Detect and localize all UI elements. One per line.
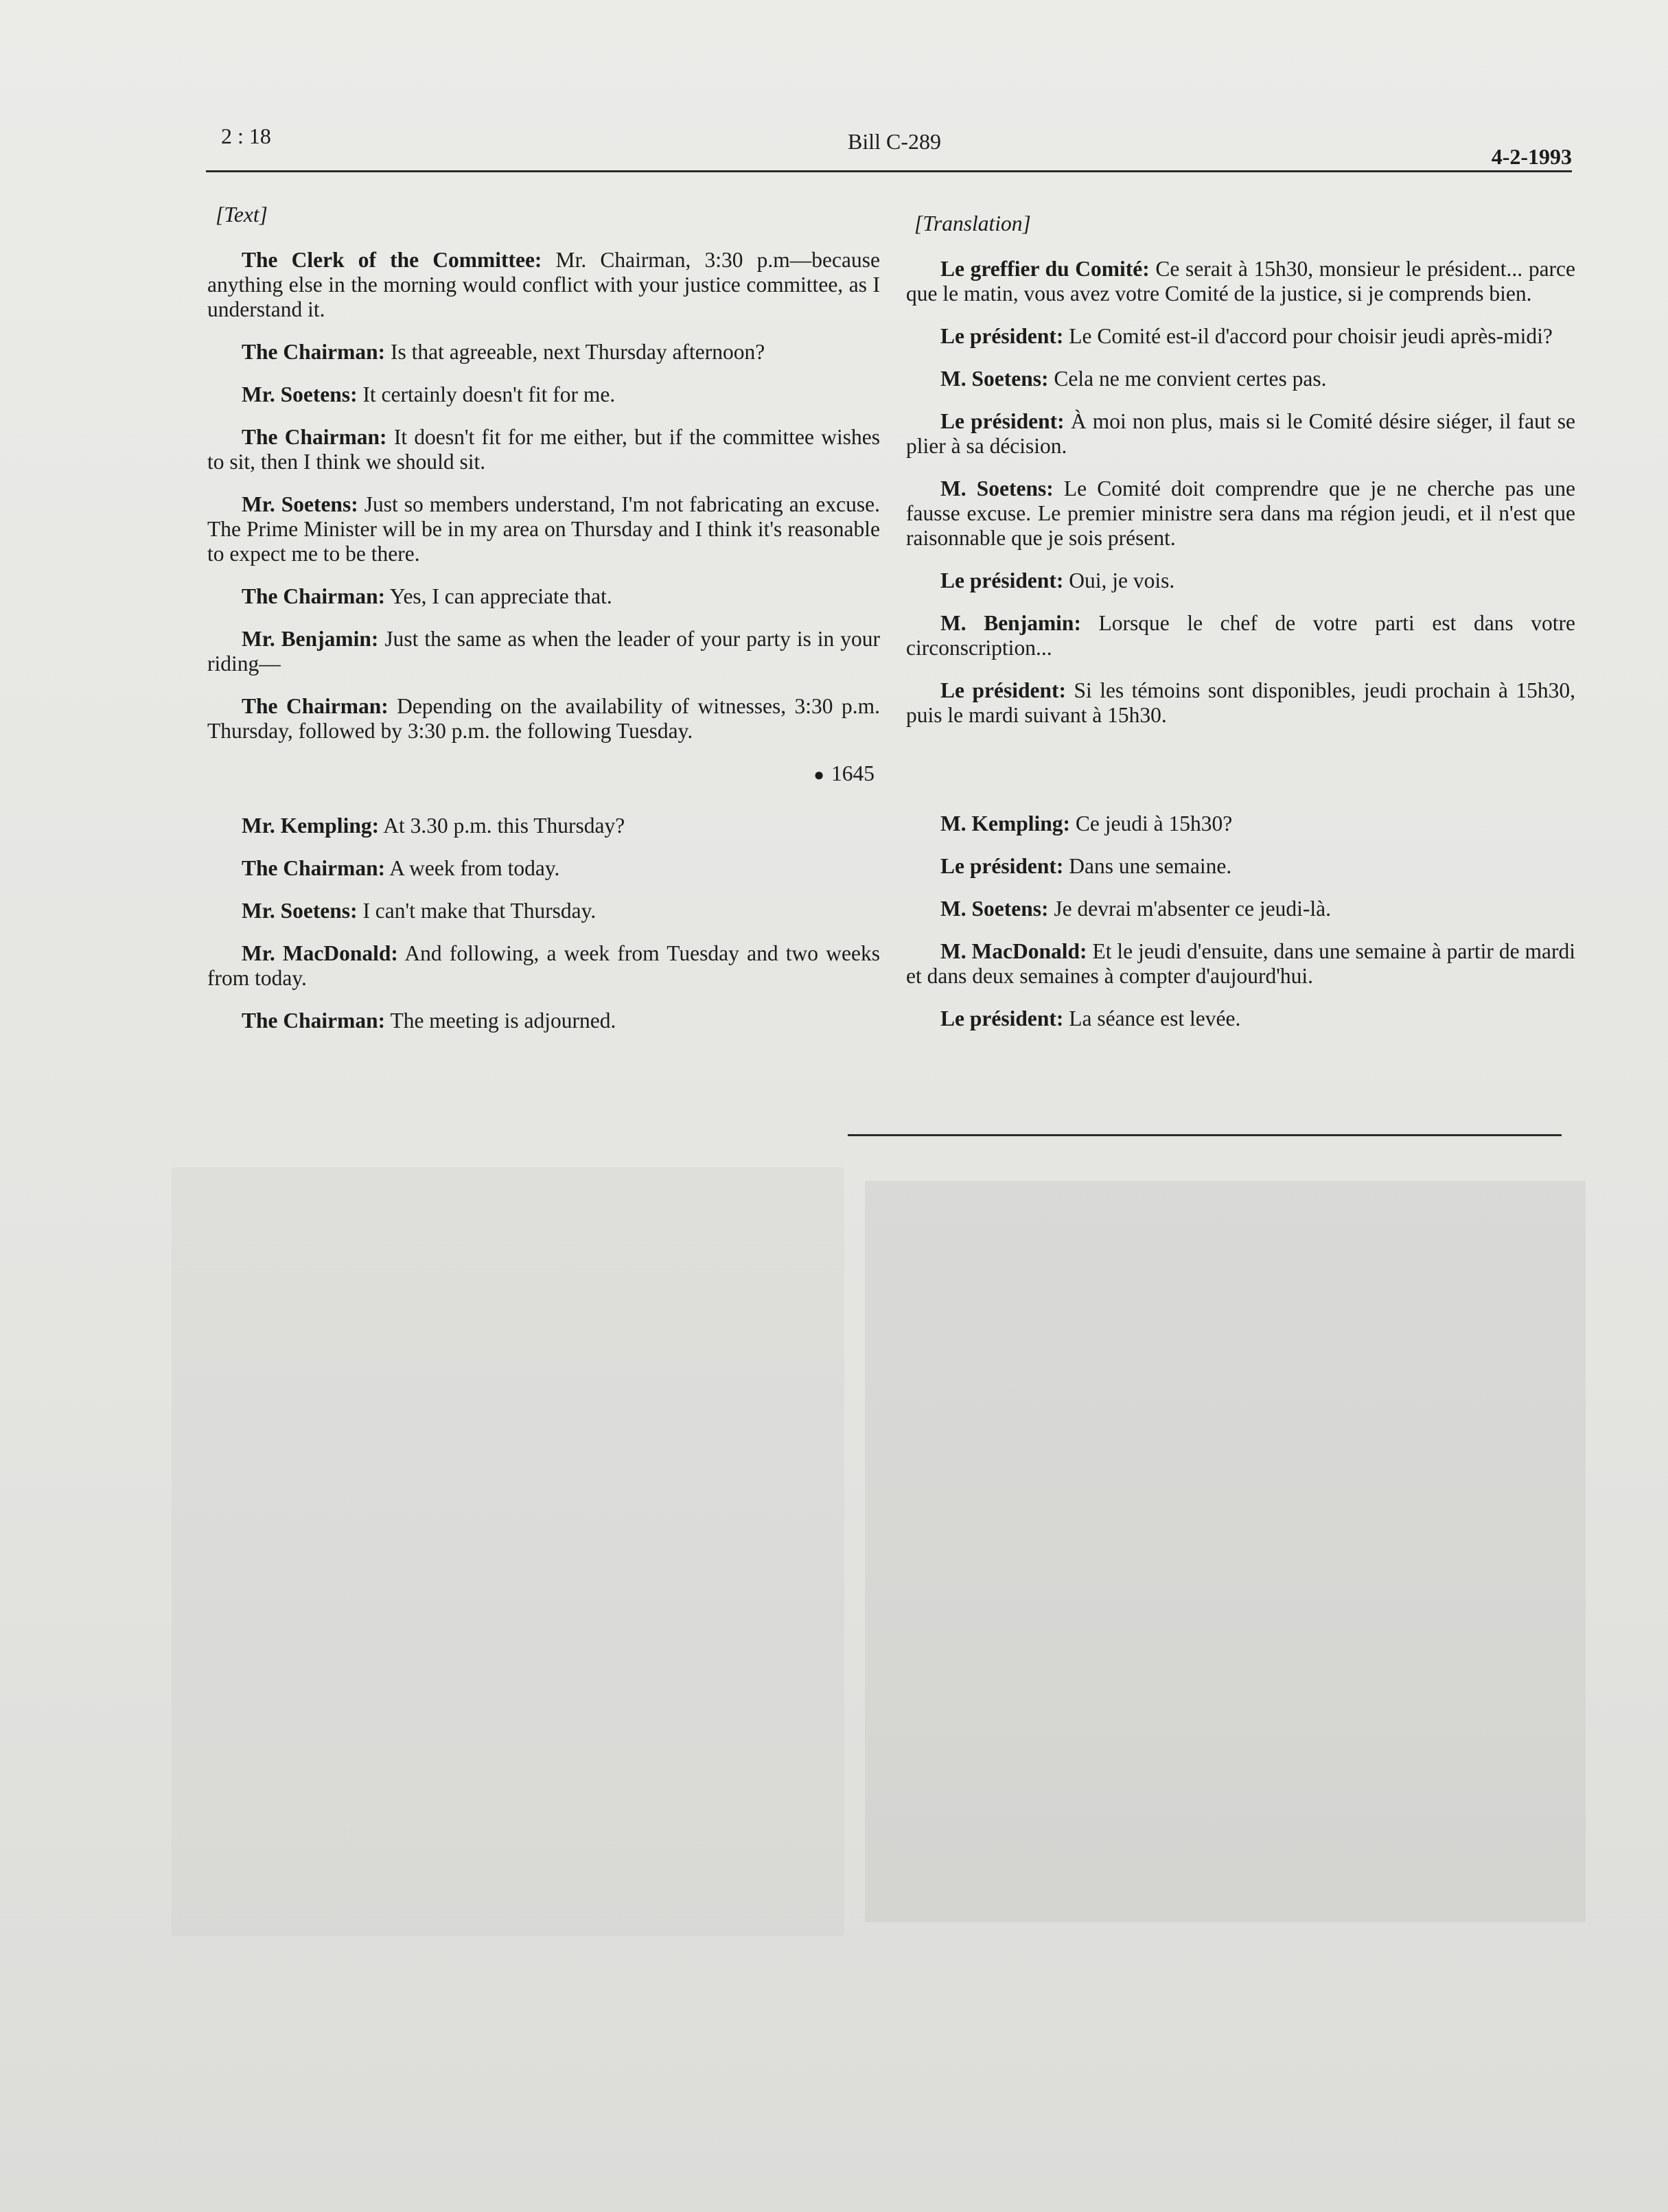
speech-paragraph (906, 324, 1575, 349)
speech-paragraph (207, 814, 880, 838)
speech-paragraph (207, 899, 880, 923)
speaker-name: Le président: (940, 568, 1064, 592)
english-entries-after (207, 814, 880, 1033)
speech-paragraph (207, 1009, 880, 1033)
speech-paragraph (906, 854, 1575, 879)
french-column (906, 203, 1575, 1049)
speaker-name: The Chairman: (242, 340, 386, 364)
speaker-name: Mr. Benjamin: (242, 627, 379, 651)
speech-text: It doesn't fit for me either, but if the committee wishes to sit, then I think we should sit. (207, 425, 880, 474)
document-title: Bill C-289 (848, 129, 942, 154)
show-through-block (865, 1181, 1586, 1922)
speaker-name: Le président: (940, 324, 1064, 348)
speech-paragraph (207, 694, 880, 744)
speech-paragraph (906, 811, 1575, 836)
speech-paragraph (906, 1006, 1575, 1031)
speech-paragraph (906, 476, 1575, 551)
english-column (207, 203, 880, 1051)
speech-text: La séance est levée. (1063, 1006, 1241, 1030)
document-date: 4-2-1993 (1491, 144, 1572, 169)
speech-paragraph (906, 257, 1575, 306)
speaker-name: Le président: (940, 409, 1065, 433)
speaker-name: The Clerk of the Committee: (242, 248, 542, 272)
english-entries (207, 248, 880, 744)
bullet-icon: ● (813, 765, 824, 785)
time-marker (207, 761, 880, 787)
speaker-name: Le président: (940, 854, 1064, 878)
speaker-name: M. Kempling: (940, 811, 1070, 836)
french-entries-after (906, 811, 1575, 1031)
speech-paragraph (207, 340, 880, 365)
speech-paragraph (906, 568, 1575, 593)
speaker-name: Mr. Soetens: (242, 492, 358, 516)
column-label: [Text] (216, 203, 268, 227)
speech-text: At 3.30 p.m. this Thursday? (379, 814, 625, 838)
speech-text: Le Comité doit comprendre que je ne cherche pas une fausse excuse. Le premier ministre sera dans ma région jeudi, et il n'est que raisonnable que je sois présent. (906, 476, 1575, 550)
speaker-name: Le président: (940, 678, 1066, 702)
closing-rule (848, 1134, 1562, 1136)
speaker-name: Le président: (940, 1006, 1064, 1030)
speech-text: Mr. Chairman, 3:30 p.m—because anything else in the morning would conflict with your justice committee, as I understand it. (207, 248, 880, 321)
speech-text: Yes, I can appreciate that. (385, 584, 612, 608)
column-label: [Translation] (914, 211, 1031, 235)
speech-text: It certainly doesn't fit for me. (357, 382, 616, 406)
speech-paragraph (207, 584, 880, 609)
speaker-name: The Chairman: (242, 694, 389, 718)
speech-text: Ce jeudi à 15h30? (1070, 811, 1233, 836)
speech-paragraph (207, 492, 880, 566)
header-rule (206, 170, 1572, 172)
speech-paragraph (906, 409, 1575, 459)
speaker-name: Mr. MacDonald: (242, 941, 398, 965)
speech-text: Et le jeudi d'ensuite, dans une semaine à partir de mardi et dans deux semaines à compter d'aujourd'hui. (906, 939, 1575, 988)
speech-text: Je devrai m'absenter ce jeudi-là. (1048, 897, 1331, 921)
speaker-name: M. MacDonald: (940, 939, 1087, 963)
speech-paragraph (207, 382, 880, 407)
speech-text: Is that agreeable, next Thursday afternoon? (385, 340, 765, 364)
time-marker-text: 1645 (831, 761, 874, 785)
speech-text: À moi non plus, mais si le Comité désire siéger, il faut se plier à sa décision. (906, 409, 1576, 458)
speech-text: A week from today. (385, 856, 560, 880)
speech-text: Oui, je vois. (1063, 568, 1175, 592)
speech-text: Just the same as when the leader of your party is in your riding— (207, 627, 880, 676)
speech-text: And following, a week from Tuesday and two weeks from today. (207, 941, 880, 990)
speaker-name: Mr. Soetens: (242, 382, 358, 406)
speech-text: Cela ne me convient certes pas. (1048, 367, 1327, 391)
speaker-name: The Chairman: (242, 856, 386, 880)
speech-paragraph (906, 897, 1575, 921)
speaker-name: Mr. Soetens: (242, 899, 358, 923)
speech-text: The meeting is adjourned. (385, 1009, 616, 1033)
show-through-block (172, 1167, 844, 1936)
speech-text: Le Comité est-il d'accord pour choisir jeudi après-midi? (1063, 324, 1553, 348)
speech-text: Ce serait à 15h30, monsieur le président... parce que le matin, vous avez votre Comité de la justice, si je comprends bien. (906, 257, 1575, 306)
speaker-name: M. Soetens: (940, 367, 1049, 391)
speech-text: Si les témoins sont disponibles, jeudi prochain à 15h30, puis le mardi suivant à 15h30. (906, 678, 1575, 727)
speaker-name: M. Benjamin: (940, 611, 1081, 635)
speech-paragraph (207, 425, 880, 474)
speaker-name: Le greffier du Comité: (940, 257, 1150, 281)
speech-text: Just so members understand, I'm not fabricating an excuse. The Prime Minister will be in my area on Thursday and I think it's reasonable to expect me to be there. (207, 492, 881, 566)
speech-paragraph (906, 678, 1575, 728)
speaker-name: The Chairman: (242, 584, 386, 608)
french-entries (906, 257, 1575, 728)
speaker-name: The Chairman: (242, 425, 387, 449)
speech-paragraph (906, 367, 1575, 391)
speech-paragraph (207, 627, 880, 676)
page-number: 2 : 18 (221, 124, 271, 148)
speech-paragraph (207, 248, 880, 322)
speech-text: I can't make that Thursday. (357, 899, 596, 923)
speech-text: Depending on the availability of witnesses, 3:30 p.m. Thursday, followed by 3:30 p.m. the following Tuesday. (207, 694, 880, 743)
speaker-name: M. Soetens: (940, 897, 1049, 921)
speech-paragraph (906, 939, 1575, 989)
speech-paragraph (207, 941, 880, 991)
speech-paragraph (906, 611, 1575, 660)
speech-text: Dans une semaine. (1063, 854, 1232, 878)
speaker-name: M. Soetens: (940, 476, 1054, 500)
page-header (206, 124, 1572, 169)
speaker-name: The Chairman: (242, 1009, 386, 1033)
speech-text: Lorsque le chef de votre parti est dans votre circonscription... (906, 611, 1576, 660)
speech-paragraph (207, 856, 880, 881)
speaker-name: Mr. Kempling: (242, 814, 380, 838)
